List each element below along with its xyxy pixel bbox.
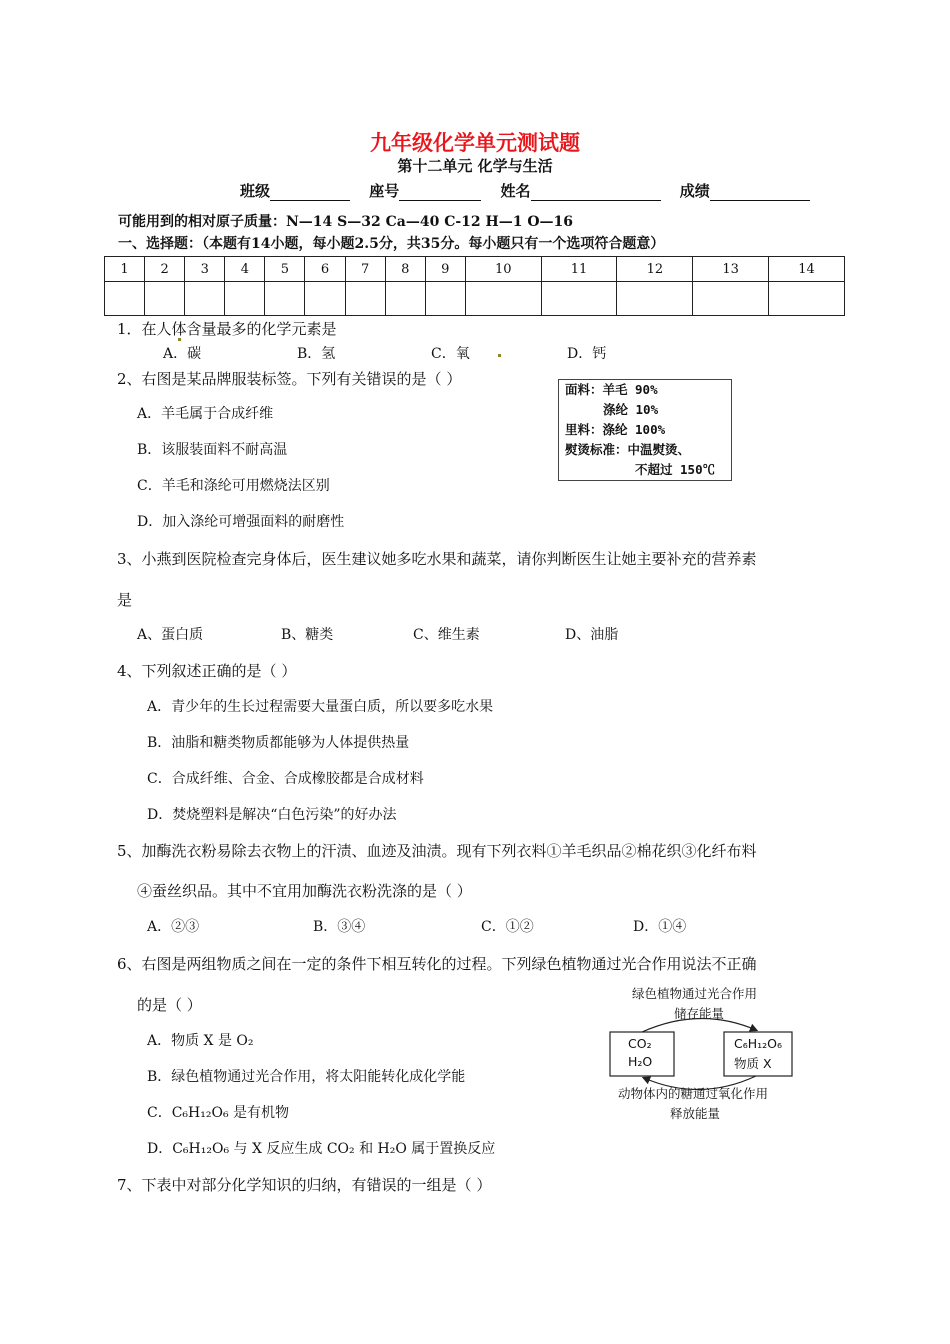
diagram-top-line1: 绿色植物通过光合作用 bbox=[632, 986, 758, 1001]
score-blank[interactable] bbox=[710, 184, 810, 201]
label-line-polyester: 涤纶 10% bbox=[603, 402, 659, 417]
answer-number: 11 bbox=[541, 257, 617, 282]
name-blank[interactable] bbox=[531, 184, 661, 201]
answer-number: 5 bbox=[265, 257, 305, 282]
question-5-stem: 5、加酶洗衣粉易除去衣物上的汗渍、血迹及油渍。现有下列衣料①羊毛织品②棉花织③化纤布料 bbox=[117, 842, 757, 860]
student-info-line bbox=[240, 180, 824, 201]
question-1-stem: 1．在人体含量最多的化学元素是 bbox=[117, 320, 337, 338]
answer-cell[interactable] bbox=[305, 282, 345, 316]
label-line-temperature: 不超过 150℃ bbox=[635, 462, 716, 477]
answer-number: 4 bbox=[225, 257, 265, 282]
unit-subtitle: 第十二单元 化学与生活 bbox=[397, 157, 553, 175]
diagram-glucose: C₆H₁₂O₆ bbox=[734, 1036, 783, 1051]
question-5-stem-cont: ④蚕丝织品。其中不宜用加酶洗衣粉洗涤的是（ ） bbox=[137, 882, 472, 900]
question-3-stem-cont: 是 bbox=[117, 591, 133, 609]
answer-cell[interactable] bbox=[465, 282, 541, 316]
label-line-lining: 里料：涤纶 100% bbox=[565, 422, 666, 437]
q1-option-d: D．钙 bbox=[567, 346, 607, 362]
q1-option-c: C．氧 bbox=[431, 346, 470, 362]
answer-cell[interactable] bbox=[541, 282, 617, 316]
answer-number: 6 bbox=[305, 257, 345, 282]
q1-option-b: B．氢 bbox=[297, 346, 336, 362]
answer-cell[interactable] bbox=[105, 282, 145, 316]
q1-option-a: A．碳 bbox=[163, 346, 202, 362]
answer-cell[interactable] bbox=[145, 282, 185, 316]
answer-cell[interactable] bbox=[385, 282, 425, 316]
answer-cell[interactable] bbox=[265, 282, 305, 316]
diagram-substance-x: 物质 X bbox=[734, 1056, 772, 1071]
answer-number: 1 bbox=[105, 257, 145, 282]
seat-label: 座号 bbox=[369, 182, 400, 200]
diagram-h2o: H₂O bbox=[628, 1054, 653, 1069]
diagram-top-line2: 储存能量 bbox=[674, 1006, 725, 1021]
diagram-bottom-line1: 动物体内的糖通过氧化作用 bbox=[618, 1086, 769, 1101]
q6-option-b: B．绿色植物通过光合作用，将太阳能转化成化学能 bbox=[147, 1069, 466, 1085]
answer-number: 7 bbox=[345, 257, 385, 282]
score-label: 成绩 bbox=[679, 182, 710, 200]
answer-cell[interactable] bbox=[617, 282, 693, 316]
answer-cell[interactable] bbox=[693, 282, 769, 316]
q3-option-b: B、糖类 bbox=[281, 627, 334, 643]
q4-option-c: C．合成纤维、合金、合成橡胶都是合成材料 bbox=[147, 771, 424, 787]
q2-option-c: C．羊毛和涤纶可用燃烧法区别 bbox=[137, 478, 330, 494]
label-line-ironing: 熨烫标准：中温熨烫、 bbox=[565, 442, 691, 457]
stray-mark bbox=[178, 338, 181, 341]
clothing-label-figure bbox=[558, 379, 732, 481]
q2-option-a: A．羊毛属于合成纤维 bbox=[137, 406, 274, 422]
q4-option-b: B．油脂和糖类物质都能够为人体提供热量 bbox=[147, 735, 410, 751]
answer-number: 14 bbox=[769, 257, 845, 282]
q5-option-a: A．②③ bbox=[147, 919, 200, 935]
arrow-photosynthesis bbox=[642, 1018, 756, 1032]
answer-number: 8 bbox=[385, 257, 425, 282]
atomic-masses: 可能用到的相对原子质量：N—14 S—32 Ca—40 C-12 H—1 O—16 bbox=[118, 214, 574, 230]
answer-number: 10 bbox=[465, 257, 541, 282]
answer-table-header-row bbox=[105, 257, 845, 282]
q6-option-c: C．C₆H₁₂O₆ 是有机物 bbox=[147, 1105, 290, 1121]
section-heading: 一、选择题：（本题有14小题，每小题2.5分，共35分。每小题只有一个选项符合题意） bbox=[118, 236, 665, 252]
stray-mark bbox=[498, 354, 501, 357]
q3-option-a: A、蛋白质 bbox=[137, 627, 204, 643]
question-2-stem: 2、右图是某品牌服装标签。下列有关错误的是（ ） bbox=[117, 370, 462, 388]
q5-option-d: D．①④ bbox=[633, 919, 687, 935]
q3-option-d: D、油脂 bbox=[565, 627, 619, 643]
answer-table bbox=[104, 256, 845, 316]
answer-number: 2 bbox=[145, 257, 185, 282]
photosynthesis-cycle-diagram bbox=[608, 984, 798, 1124]
answer-number: 3 bbox=[185, 257, 225, 282]
label-line-fabric: 面料：羊毛 90% bbox=[565, 382, 658, 397]
question-4-stem: 4、下列叙述正确的是（ ） bbox=[117, 662, 297, 680]
q5-option-c: C．①② bbox=[481, 919, 534, 935]
answer-cell[interactable] bbox=[225, 282, 265, 316]
q2-option-d: D．加入涤纶可增强面料的耐磨性 bbox=[137, 514, 345, 530]
q4-option-a: A．青少年的生长过程需要大量蛋白质，所以要多吃水果 bbox=[147, 699, 494, 715]
class-label: 班级 bbox=[240, 182, 271, 200]
question-6-stem: 6、右图是两组物质之间在一定的条件下相互转化的过程。下列绿色植物通过光合作用说法不正确 bbox=[117, 955, 757, 973]
question-3-stem: 3、小燕到医院检查完身体后，医生建议她多吃水果和蔬菜，请你判断医生让她主要补充的营养素 bbox=[117, 550, 757, 568]
answer-number: 12 bbox=[617, 257, 693, 282]
q2-option-b: B．该服装面料不耐高温 bbox=[137, 442, 288, 458]
name-label: 姓名 bbox=[500, 182, 531, 200]
answer-table-blank-row bbox=[105, 282, 845, 316]
answer-cell[interactable] bbox=[185, 282, 225, 316]
q6-option-a: A．物质 X 是 O₂ bbox=[147, 1033, 254, 1049]
q4-option-d: D．焚烧塑料是解决“白色污染”的好办法 bbox=[147, 807, 397, 823]
q5-option-b: B．③④ bbox=[313, 919, 366, 935]
page-title: 九年级化学单元测试题 bbox=[370, 130, 580, 155]
seat-blank[interactable] bbox=[399, 184, 481, 201]
answer-cell[interactable] bbox=[345, 282, 385, 316]
q3-option-c: C、维生素 bbox=[413, 627, 480, 643]
diagram-co2: CO₂ bbox=[628, 1036, 652, 1051]
diagram-bottom-line2: 释放能量 bbox=[670, 1106, 721, 1121]
answer-number: 13 bbox=[693, 257, 769, 282]
answer-number: 9 bbox=[425, 257, 465, 282]
question-6-stem-cont: 的是（ ） bbox=[137, 996, 202, 1014]
answer-cell[interactable] bbox=[769, 282, 845, 316]
answer-cell[interactable] bbox=[425, 282, 465, 316]
class-blank[interactable] bbox=[270, 184, 350, 201]
question-7-stem: 7、下表中对部分化学知识的归纳，有错误的一组是（ ） bbox=[117, 1176, 492, 1194]
q6-option-d: D．C₆H₁₂O₆ 与 X 反应生成 CO₂ 和 H₂O 属于置换反应 bbox=[147, 1141, 496, 1157]
